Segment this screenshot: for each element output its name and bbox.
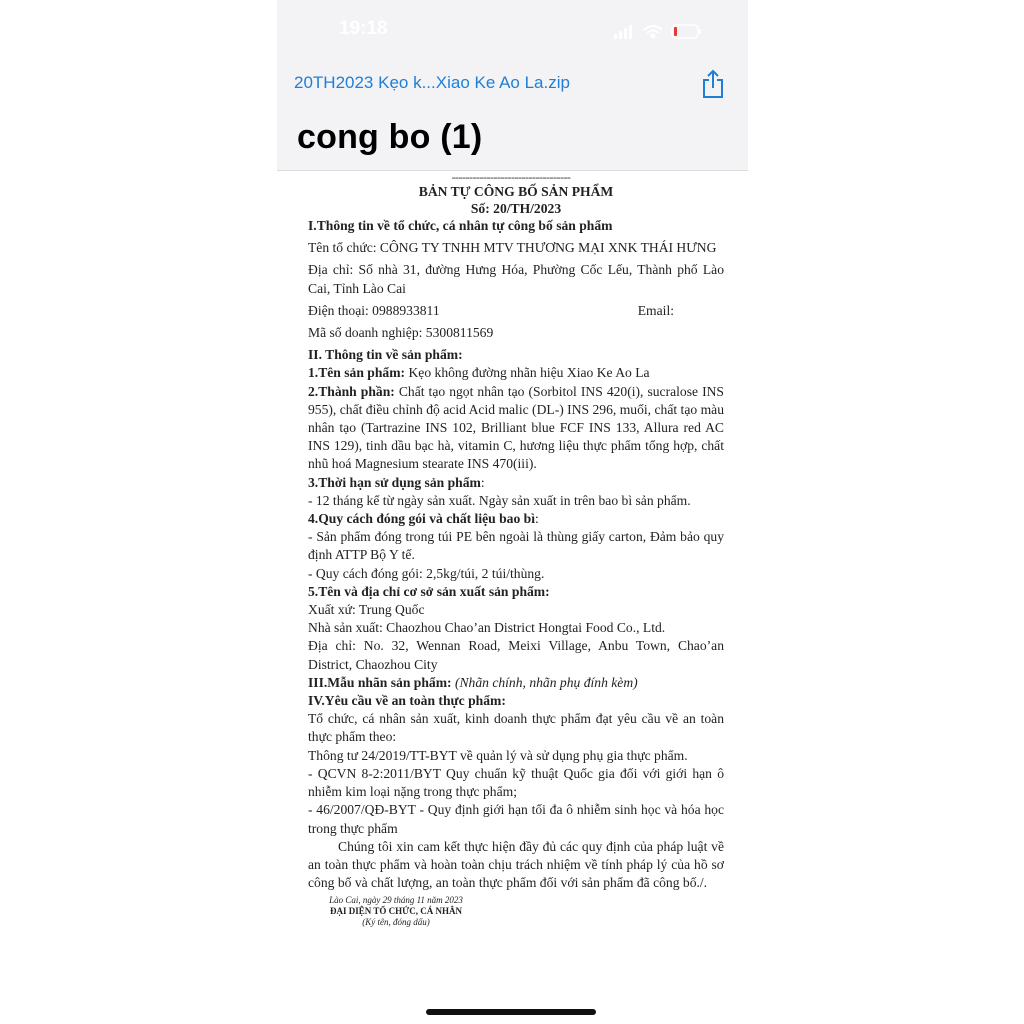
wifi-icon bbox=[644, 26, 662, 38]
contact-row bbox=[308, 302, 724, 320]
ingredients-value: Chất tạo ngọt nhân tạo (Sorbitol INS 420(i), sucralose INS 955), chất điều chỉnh độ acid Acid malic (DL-) INS 296, muối, chất tạo màu nhân tạo (Tartrazine INS 102, Brilliant blue FCF INS 133, Allura red AC INS 129), tinh dầu bạc hà, vitamin C, hương liệu thực phẩm tổng hợp, chất nhũ hoá Magnesium stearate INS 470(iii). bbox=[308, 383, 724, 472]
divider-dashes: ---------------------------------- bbox=[451, 170, 571, 184]
product-name bbox=[308, 364, 724, 382]
section-3 bbox=[308, 674, 724, 692]
shelf-life-colon: : bbox=[480, 474, 485, 490]
ingredients-label: 2.Thành phần: bbox=[308, 383, 395, 399]
org-phone: Điện thoại: 0988933811 bbox=[308, 302, 440, 318]
sign-representative: ĐẠI DIỆN TỔ CHỨC, CÁ NHÂN bbox=[329, 906, 462, 917]
product-name-label: 1.Tên sản phẩm: bbox=[308, 365, 406, 381]
safety-paragraph-2: Thông tư 24/2019/TT-BYT về quản lý và sử dụng phụ gia thực phẩm. bbox=[308, 747, 688, 763]
ingredients bbox=[308, 383, 724, 474]
document-body bbox=[308, 171, 724, 928]
org-address: Địa chỉ: Số nhà 31, đường Hưng Hóa, Phường Cốc Lếu, Thành phố Lào Cai, Tỉnh Lào Cai bbox=[308, 262, 724, 296]
sign-date: Lào Cai, ngày 29 tháng 11 năm 2023 bbox=[329, 895, 463, 906]
signal-icon bbox=[614, 25, 632, 39]
org-tax-code: Mã số doanh nghiệp: 5300811569 bbox=[308, 325, 494, 341]
packaging-value-2: - Quy cách đóng gói: 2,5kg/túi, 2 túi/thùng. bbox=[308, 565, 545, 581]
section-3-value: (Nhãn chính, nhãn phụ đính kèm) bbox=[451, 674, 638, 690]
status-icons bbox=[614, 22, 704, 40]
signature-block bbox=[308, 895, 481, 928]
status-bar bbox=[277, 0, 748, 60]
home-indicator[interactable] bbox=[426, 1009, 596, 1015]
product-name-value: Kẹo không đường nhãn hiệu Xiao Ke Ao La bbox=[405, 365, 650, 381]
safety-paragraph-3: - QCVN 8-2:2011/BYT Quy chuẩn kỹ thuật Quốc gia đối với giới hạn ô nhiễm kim loại nặng trong thực phẩm; bbox=[308, 765, 724, 800]
commitment-paragraph: Chúng tôi xin cam kết thực hiện đầy đủ các quy định của pháp luật về an toàn thực phẩm và hoàn toàn chịu trách nhiệm về tính pháp lý của hồ sơ công bố và chất lượng, an toàn thực phẩm đối với sản phẩm đã công bố./. bbox=[308, 838, 724, 891]
doc-number: Số: 20/TH/2023 bbox=[470, 201, 562, 216]
section-4-heading: IV.Yêu cầu về an toàn thực phẩm: bbox=[308, 693, 506, 709]
share-icon[interactable] bbox=[700, 69, 726, 99]
packaging-colon: : bbox=[534, 511, 539, 527]
packaging-value-1: - Sản phẩm đóng trong túi PE bên ngoài là thùng giấy carton, Đảm bảo quy định ATTP Bộ Y tế. bbox=[308, 529, 724, 563]
safety-paragraph-4: - 46/2007/QĐ-BYT - Quy định giới hạn tối đa ô nhiễm sinh học và hóa học trong thực phẩm bbox=[308, 802, 724, 836]
manufacturer-heading: 5.Tên và địa chỉ cơ sở sản xuất sản phẩm: bbox=[308, 583, 550, 599]
org-email: Email: bbox=[637, 302, 674, 318]
file-name-link[interactable]: 20TH2023 Kẹo k...Xiao Ke Ao La.zip bbox=[294, 73, 570, 92]
section-3-label: III.Mẫu nhãn sản phẩm: bbox=[308, 674, 452, 690]
battery-icon bbox=[672, 25, 701, 38]
section-2-heading: II. Thông tin về sản phẩm: bbox=[308, 347, 463, 363]
org-name: Tên tổ chức: CÔNG TY TNHH MTV THƯƠNG MẠI XNK THÁI HƯNG bbox=[308, 240, 717, 256]
document-header bbox=[277, 60, 748, 171]
manufacturer-name: Nhà sản xuất: Chaozhou Chao’an District Hongtai Food Co., Ltd. bbox=[308, 620, 666, 636]
status-time: 19:18 bbox=[339, 18, 388, 39]
packaging-label: 4.Quy cách đóng gói và chất liệu bao bì bbox=[308, 511, 535, 527]
origin: Xuất xứ: Trung Quốc bbox=[308, 602, 425, 618]
doc-heading: BẢN TỰ CÔNG BỐ SẢN PHẨM bbox=[418, 184, 614, 199]
shelf-life-label: 3.Thời hạn sử dụng sản phẩm bbox=[308, 474, 481, 490]
safety-paragraph-1: Tổ chức, cá nhân sản xuất, kinh doanh thực phẩm đạt yêu cầu về an toàn thực phẩm theo: bbox=[308, 711, 724, 745]
manufacturer-address: Địa chỉ: No. 32, Wennan Road, Meixi Village, Anbu Town, Chao’an District, Chaozhou City bbox=[308, 638, 724, 672]
shelf-life bbox=[308, 474, 724, 492]
document-title: cong bo (1) bbox=[297, 118, 483, 156]
sign-note: (Ký tên, đóng dấu) bbox=[362, 917, 430, 928]
shelf-life-value: - 12 tháng kể từ ngày sản xuất. Ngày sản xuất in trên bao bì sản phẩm. bbox=[308, 492, 691, 508]
packaging bbox=[308, 510, 724, 528]
phone-screen bbox=[277, 0, 748, 1024]
section-1-heading: I.Thông tin về tổ chức, cá nhân tự công bố sản phẩm bbox=[308, 218, 613, 233]
